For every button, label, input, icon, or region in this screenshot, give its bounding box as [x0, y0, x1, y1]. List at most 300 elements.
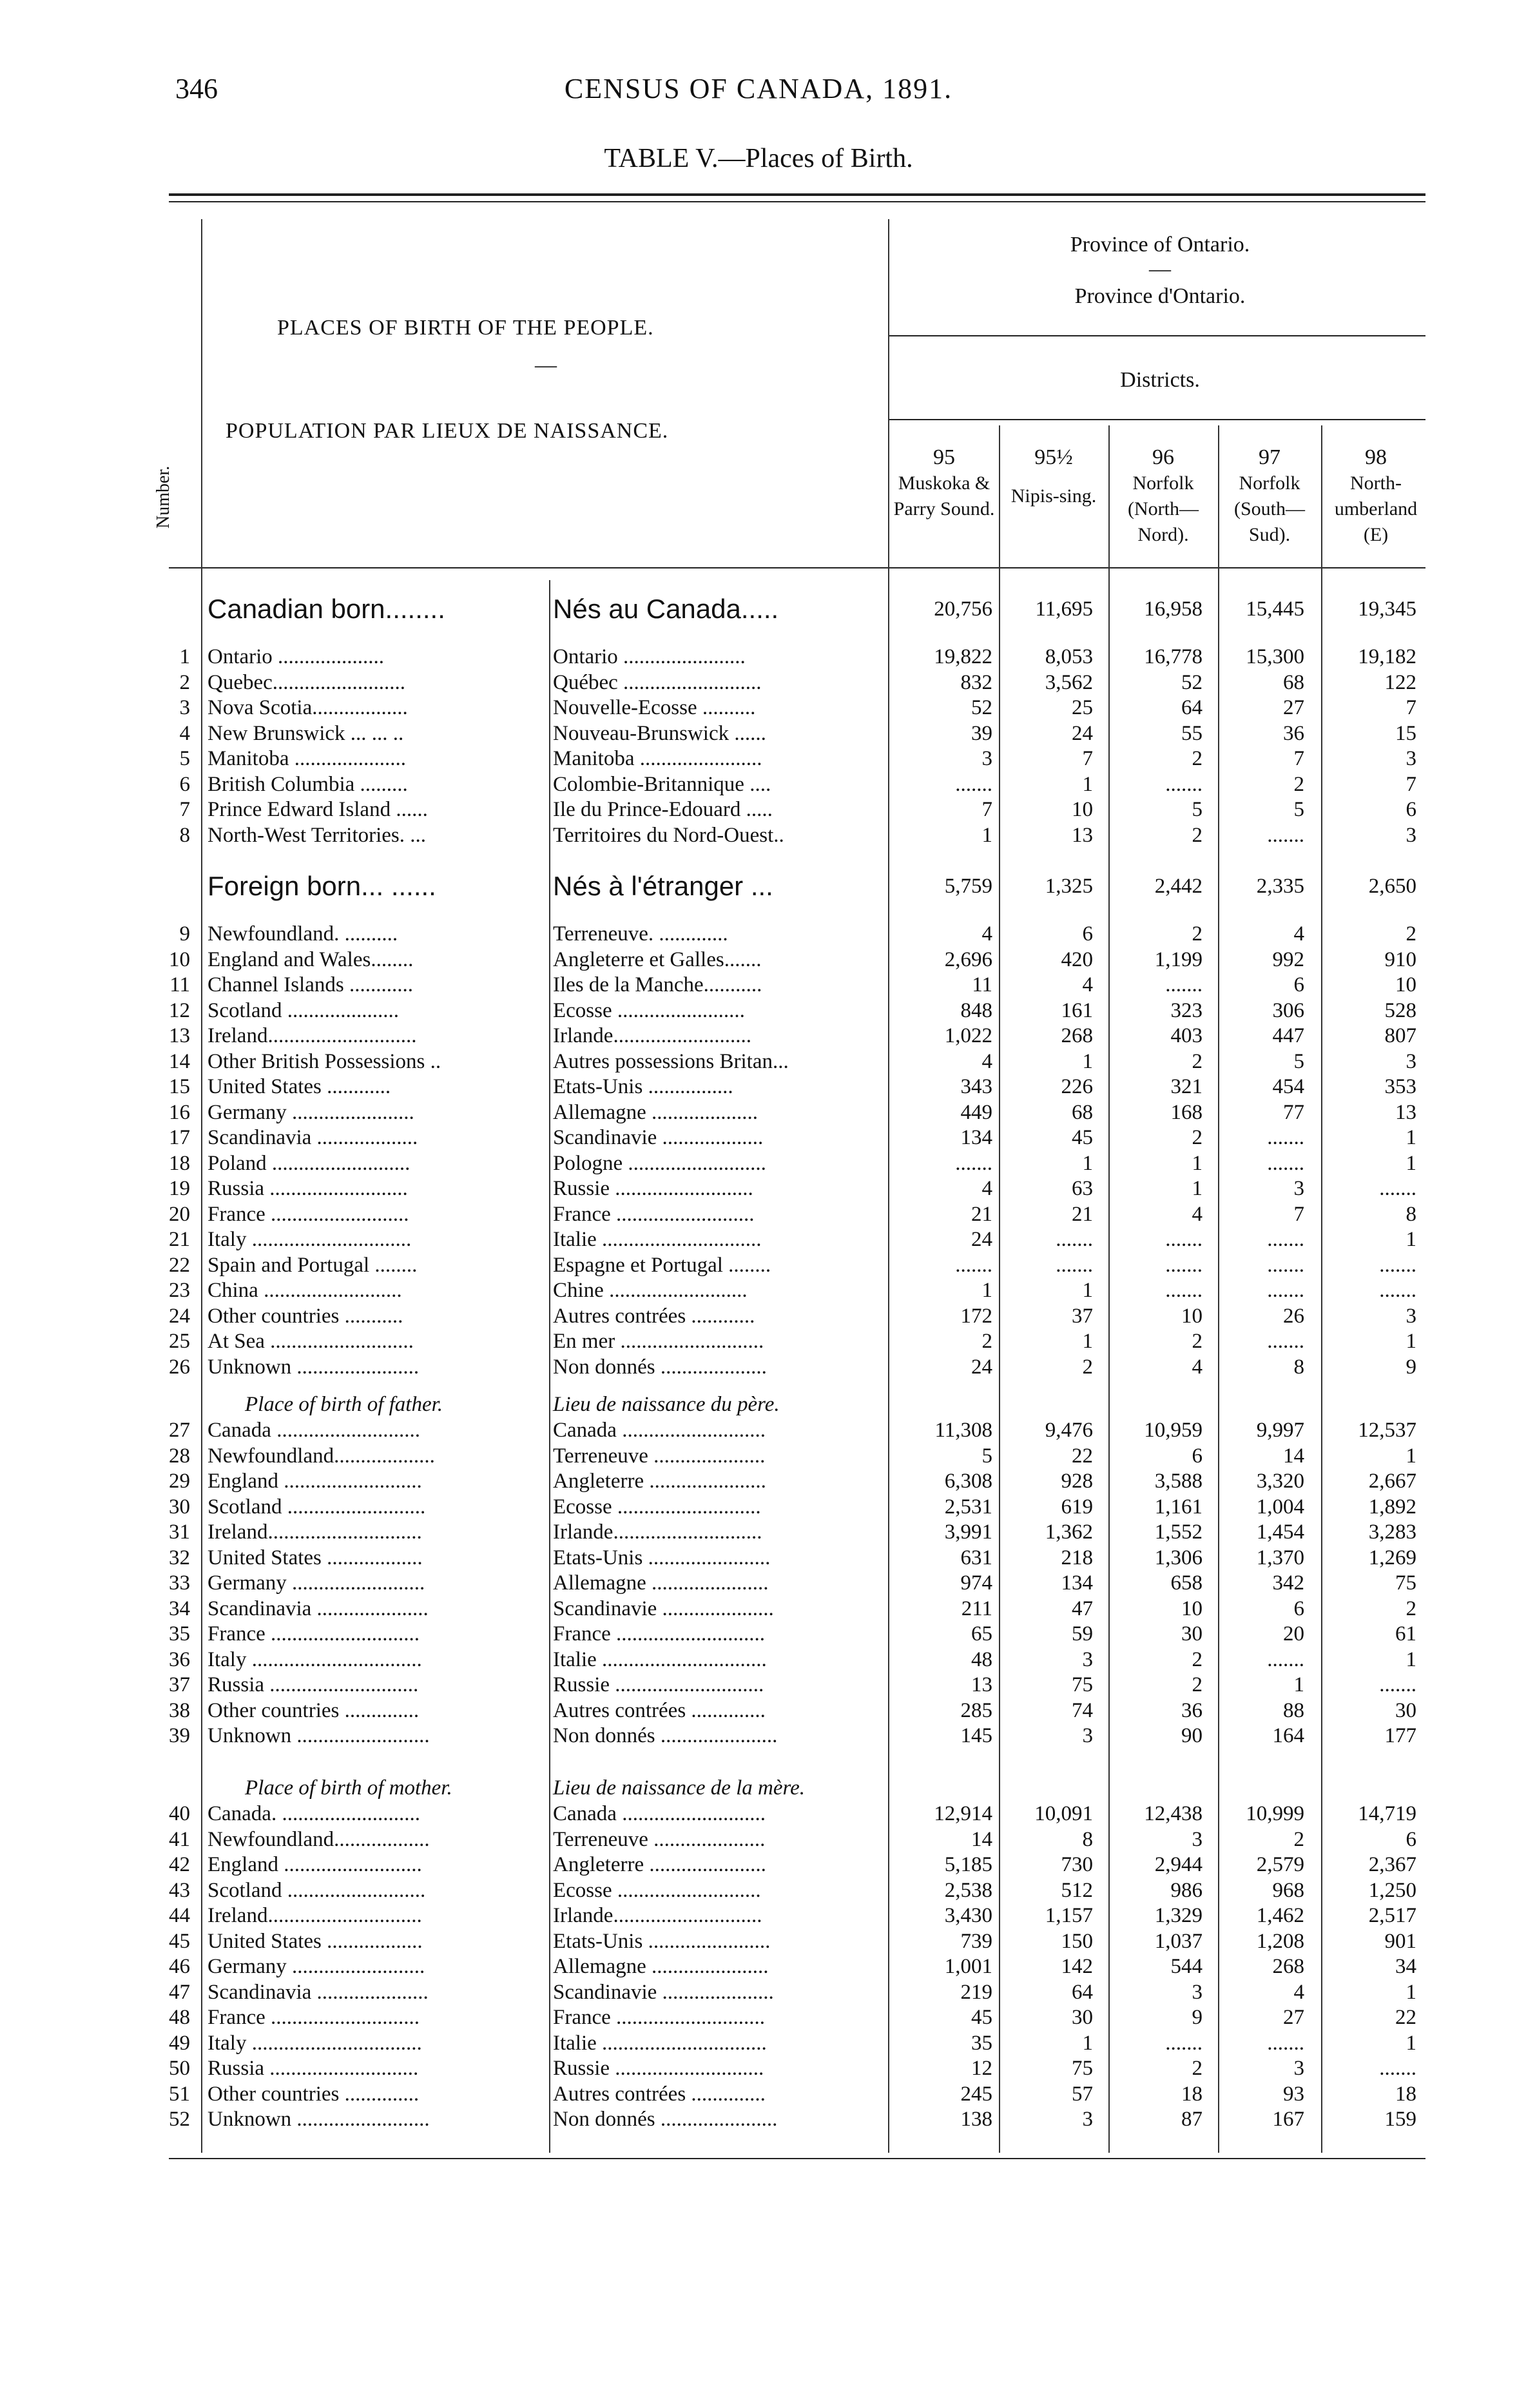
row-number: 22 — [169, 1253, 190, 1277]
row-label-en: United States .................. — [208, 1929, 423, 1953]
header-dash: — — [535, 353, 557, 377]
cell-value: 177 — [1384, 1724, 1416, 1747]
row-label-en: Scandinavia ................... — [208, 1126, 418, 1149]
cell-value: 544 — [1170, 1955, 1203, 1978]
cell-value: 11 — [972, 973, 992, 996]
cell-value: 1,199 — [1154, 947, 1203, 971]
row-label-en: Italy ................................ — [208, 1647, 422, 1671]
row-label-en: New Brunswick ... ... .. — [208, 721, 404, 745]
row-number: 9 — [179, 922, 190, 946]
header-places-en: PLACES OF BIRTH OF THE PEOPLE. — [277, 316, 654, 340]
cell-value: 447 — [1272, 1024, 1304, 1047]
table-row — [0, 1100, 1517, 1125]
row-label-en: France ............................ — [208, 1622, 420, 1646]
cell-value: 3 — [1082, 1724, 1093, 1747]
row-number: 8 — [179, 823, 190, 847]
table-row — [0, 1227, 1517, 1252]
cell-value: 7 — [981, 798, 992, 821]
cell-value: 8,053 — [1045, 645, 1093, 668]
row-label-en: Scandinavia ..................... — [208, 1980, 429, 2004]
cell-value: 739 — [960, 1929, 992, 1953]
row-number: 21 — [169, 1228, 190, 1251]
cell-value: 928 — [1061, 1470, 1093, 1493]
cell-value: 3 — [981, 747, 992, 770]
row-label-en: British Columbia ......... — [208, 772, 408, 796]
row-label-fr: Canada ........................... — [553, 1802, 766, 1825]
row-number: 36 — [169, 1647, 190, 1671]
cell-value: 1,157 — [1045, 1904, 1093, 1927]
cell-value: 454 — [1272, 1075, 1304, 1098]
cell-value: 9,997 — [1256, 1419, 1304, 1442]
cell-value: 16,778 — [1144, 645, 1203, 668]
row-label-en: Russia ............................ — [208, 1673, 419, 1696]
cell-value: 1,362 — [1045, 1520, 1093, 1544]
row-label-en: Ireland............................. — [208, 1904, 422, 1927]
cell-value: ....... — [1379, 1253, 1416, 1277]
row-label-en: Germany ......................... — [208, 1571, 425, 1595]
value: 2,442 — [1154, 875, 1203, 898]
row-number: 34 — [169, 1597, 190, 1620]
cell-value: 1,462 — [1256, 1904, 1304, 1927]
row-number: 45 — [169, 1929, 190, 1953]
cell-value: 30 — [1181, 1622, 1203, 1646]
cell-value: 3 — [1293, 2057, 1304, 2080]
table-row — [0, 1202, 1517, 1227]
cell-value: 1 — [1082, 2031, 1093, 2055]
row-number: 37 — [169, 1673, 190, 1696]
row-number: 42 — [169, 1853, 190, 1876]
cell-value: 88 — [1283, 1698, 1304, 1722]
cell-value: 5 — [981, 1444, 992, 1468]
cell-value: 12,914 — [934, 1802, 992, 1825]
table-row — [0, 721, 1517, 746]
cell-value: 13 — [1072, 823, 1093, 847]
table-row — [0, 2082, 1517, 2107]
table-row — [0, 2031, 1517, 2056]
row-label-fr: Non donnés ...................... — [553, 2108, 778, 2131]
cell-value: 122 — [1384, 670, 1416, 694]
cell-value: 12,537 — [1358, 1419, 1416, 1442]
cell-value: 1 — [1192, 1151, 1203, 1175]
cell-value: 3 — [1406, 1049, 1416, 1073]
row-number: 28 — [169, 1444, 190, 1468]
cell-value: 219 — [960, 1980, 992, 2004]
province-dash: — — [1149, 257, 1171, 281]
top-rule — [169, 193, 1425, 196]
row-label-fr: Canada ........................... — [553, 1419, 766, 1442]
cell-value: 1 — [1082, 1279, 1093, 1302]
cell-value: ....... — [1379, 1177, 1416, 1200]
row-number: 2 — [179, 670, 190, 694]
cell-value: 245 — [960, 2082, 992, 2106]
row-label-fr: Chine .......................... — [553, 1279, 748, 1302]
cell-value: 142 — [1061, 1955, 1093, 1978]
row-label-en: Other countries .............. — [208, 2082, 420, 2106]
cell-value: 167 — [1272, 2108, 1304, 2131]
row-label-fr: Nouveau-Brunswick ...... — [553, 721, 766, 745]
cell-value: 1 — [1082, 1049, 1093, 1073]
table-row — [0, 1355, 1517, 1380]
cell-value: 3 — [1192, 1827, 1203, 1851]
cell-value: 1 — [1192, 1177, 1203, 1200]
row-label-en: Canada. .......................... — [208, 1802, 420, 1825]
cell-value: 10 — [1181, 1304, 1203, 1328]
cell-value: 75 — [1072, 2057, 1093, 2080]
page-title: CENSUS OF CANADA, 1891. — [564, 73, 953, 104]
col-95-num: 95 — [933, 445, 955, 469]
cell-value: 12,438 — [1144, 1802, 1203, 1825]
row-label-fr: Etats-Unis ....................... — [553, 1546, 771, 1569]
cell-value: 6 — [1293, 1597, 1304, 1620]
cell-value: 3 — [1192, 1980, 1203, 2004]
table-row — [0, 823, 1517, 848]
row-label-en: Unknown ....................... — [208, 1355, 420, 1379]
cell-value: 8 — [1406, 1202, 1416, 1226]
cell-value: 268 — [1272, 1955, 1304, 1978]
table-row — [0, 1903, 1517, 1928]
cell-value: 12 — [971, 2057, 992, 2080]
row-number: 6 — [179, 772, 190, 796]
section-label-fr: Nés à l'étranger ... — [553, 871, 773, 901]
cell-value: 11,308 — [934, 1419, 992, 1442]
value: 2,335 — [1256, 875, 1304, 898]
value: 5,759 — [944, 875, 992, 898]
table-row — [0, 1024, 1517, 1049]
row-number: 3 — [179, 696, 190, 719]
cell-value: 45 — [971, 2006, 992, 2029]
cell-value: 2,579 — [1256, 1853, 1304, 1876]
table-row — [0, 2005, 1517, 2030]
row-number: 12 — [169, 998, 190, 1022]
row-label-fr: Italie ............................... — [553, 2031, 767, 2055]
cell-value: 27 — [1283, 696, 1304, 719]
row-label-en: Manitoba ..................... — [208, 747, 406, 770]
cell-value: 2 — [1192, 2057, 1203, 2080]
cell-value: 168 — [1170, 1100, 1203, 1124]
cell-value: 1 — [1406, 1980, 1416, 2004]
cell-value: 36 — [1283, 721, 1304, 745]
cell-value: ....... — [1267, 1126, 1304, 1149]
table-row — [0, 746, 1517, 772]
table-title: TABLE V.—Places of Birth. — [604, 144, 913, 173]
cell-value: 3 — [1406, 1304, 1416, 1328]
cell-value: 93 — [1283, 2082, 1304, 2106]
cell-value: 90 — [1181, 1724, 1203, 1747]
cell-value: ....... — [1165, 1279, 1203, 1302]
value: 2,650 — [1368, 875, 1416, 898]
row-label-fr: Russie .......................... — [553, 1177, 753, 1200]
row-label-fr: Scandinavie ..................... — [553, 1597, 774, 1620]
table-row — [0, 1253, 1517, 1278]
cell-value: 9 — [1192, 2006, 1203, 2029]
cell-value: 512 — [1061, 1878, 1093, 1902]
row-label-fr: Italie ............................... — [553, 1647, 767, 1671]
table-row — [0, 645, 1517, 670]
cell-value: 5 — [1293, 1049, 1304, 1073]
row-label-en: Newfoundland................... — [208, 1444, 435, 1468]
table-row — [0, 1597, 1517, 1622]
row-label-en: United States .................. — [208, 1546, 423, 1569]
table-row — [0, 1329, 1517, 1354]
table-row — [0, 1418, 1517, 1443]
cell-value: ....... — [1267, 2031, 1304, 2055]
cell-value: 14,719 — [1358, 1802, 1416, 1825]
row-number: 5 — [179, 747, 190, 770]
cell-value: 10 — [1395, 973, 1416, 996]
row-label-en: Scotland ..................... — [208, 998, 399, 1022]
row-label-fr: Terreneuve ..................... — [553, 1827, 766, 1851]
cell-value: 25 — [1072, 696, 1093, 719]
cell-value: ....... — [1267, 1151, 1304, 1175]
cell-value: 730 — [1061, 1853, 1093, 1876]
section-label-fr: Lieu de naissance du père. — [553, 1393, 780, 1416]
table-row — [0, 1176, 1517, 1201]
cell-value: 3,991 — [944, 1520, 992, 1544]
row-number: 48 — [169, 2006, 190, 2029]
cell-value: 2 — [1406, 1597, 1416, 1620]
row-label-en: Scandinavia ..................... — [208, 1597, 429, 1620]
table-row — [0, 670, 1517, 695]
row-number: 35 — [169, 1622, 190, 1646]
row-label-en: Germany ....................... — [208, 1100, 414, 1124]
row-number: 39 — [169, 1724, 190, 1747]
cell-value: 21 — [971, 1202, 992, 1226]
cell-value: 218 — [1061, 1546, 1093, 1569]
table-row — [0, 1571, 1517, 1596]
row-label-fr: Terreneuve. ............. — [553, 922, 728, 946]
cell-value: 30 — [1072, 2006, 1093, 2029]
row-label-fr: Ecosse ........................... — [553, 1878, 761, 1902]
row-label-en: Ireland............................ — [208, 1024, 417, 1047]
row-number: 31 — [169, 1520, 190, 1544]
row-number: 52 — [169, 2108, 190, 2131]
cell-value: ....... — [1165, 973, 1203, 996]
col-97-num: 97 — [1259, 445, 1280, 469]
row-label-fr: Pologne .......................... — [553, 1151, 766, 1175]
row-number: 27 — [169, 1419, 190, 1442]
cell-value: 150 — [1061, 1929, 1093, 1953]
table-row — [0, 1622, 1517, 1647]
cell-value: 138 — [960, 2108, 992, 2131]
cell-value: 658 — [1170, 1571, 1203, 1595]
cell-value: 2 — [1192, 1330, 1203, 1353]
cell-value: 68 — [1072, 1100, 1093, 1124]
cell-value: 10 — [1181, 1597, 1203, 1620]
header-bottom-rule — [169, 567, 1425, 568]
col-96-num: 96 — [1152, 445, 1174, 469]
cell-value: 7 — [1406, 696, 1416, 719]
cell-value: 9,476 — [1045, 1419, 1093, 1442]
cell-value: 64 — [1072, 1980, 1093, 2004]
cell-value: 134 — [960, 1126, 992, 1149]
cell-value: 2 — [1192, 823, 1203, 847]
cell-value: 35 — [971, 2031, 992, 2055]
row-label-fr: France ............................ — [553, 1622, 766, 1646]
cell-value: 5 — [1293, 798, 1304, 821]
table-row — [0, 2056, 1517, 2081]
cell-value: 1 — [1082, 772, 1093, 796]
header-places-fr: POPULATION PAR LIEUX DE NAISSANCE. — [226, 419, 669, 443]
row-number: 33 — [169, 1571, 190, 1595]
section-label-fr: Nés au Canada..... — [553, 594, 779, 624]
cell-value: 1,370 — [1256, 1546, 1304, 1569]
section-canadian-born — [0, 593, 1517, 625]
cell-value: 24 — [971, 1228, 992, 1251]
cell-value: 1 — [1406, 1647, 1416, 1671]
cell-value: ....... — [1267, 1330, 1304, 1353]
row-label-fr: Terreneuve ..................... — [553, 1444, 766, 1468]
table-row — [0, 1980, 1517, 2005]
cell-value: 39 — [971, 721, 992, 745]
cell-value: 6 — [1406, 798, 1416, 821]
cell-value: 1,022 — [944, 1024, 992, 1047]
cell-value: 986 — [1170, 1878, 1203, 1902]
row-number: 23 — [169, 1279, 190, 1302]
cell-value: 1 — [1406, 1151, 1416, 1175]
table-row — [0, 1827, 1517, 1852]
number-label: Number. — [153, 465, 173, 529]
cell-value: 52 — [971, 696, 992, 719]
table-row — [0, 947, 1517, 973]
cell-value: 2 — [1406, 922, 1416, 946]
section-foreign-born — [0, 870, 1517, 902]
row-label-en: Ontario .................... — [208, 645, 385, 668]
table-row — [0, 1151, 1517, 1176]
value: 15,445 — [1246, 597, 1304, 621]
cell-value: 68 — [1283, 670, 1304, 694]
col-98-num: 98 — [1365, 445, 1387, 469]
row-label-fr: Russie ............................ — [553, 1673, 764, 1696]
row-label-en: Italy ................................ — [208, 2031, 422, 2055]
cell-value: 403 — [1170, 1024, 1203, 1047]
cell-value: ....... — [1267, 1228, 1304, 1251]
table-row — [0, 1495, 1517, 1520]
table-row — [0, 1074, 1517, 1100]
row-number: 24 — [169, 1304, 190, 1328]
cell-value: 3,320 — [1256, 1470, 1304, 1493]
cell-value: 75 — [1072, 1673, 1093, 1696]
cell-value: 3 — [1406, 823, 1416, 847]
cell-value: 3 — [1293, 1177, 1304, 1200]
cell-value: 65 — [971, 1622, 992, 1646]
cell-value: 1 — [1082, 1330, 1093, 1353]
row-label-fr: Québec .......................... — [553, 670, 762, 694]
cell-value: 18 — [1395, 2082, 1416, 2106]
cell-value: 3,588 — [1154, 1470, 1203, 1493]
table-row — [0, 1698, 1517, 1723]
table-row — [0, 2107, 1517, 2132]
cell-value: 2 — [1192, 1647, 1203, 1671]
cell-value: 1,161 — [1154, 1495, 1203, 1519]
row-number: 44 — [169, 1904, 190, 1927]
row-number: 26 — [169, 1355, 190, 1379]
row-label-fr: Etats-Unis ................ — [553, 1075, 733, 1098]
table-row — [0, 1647, 1517, 1673]
row-label-en: Germany ......................... — [208, 1955, 425, 1978]
row-number: 32 — [169, 1546, 190, 1569]
col-96-name: Norfolk (North—Nord). — [1128, 472, 1199, 545]
cell-value: 10,959 — [1144, 1419, 1203, 1442]
cell-value: 4 — [1192, 1355, 1203, 1379]
cell-value: 2,531 — [944, 1495, 992, 1519]
cell-value: 285 — [960, 1698, 992, 1722]
cell-value: 631 — [960, 1546, 992, 1569]
cell-value: 1 — [1406, 2031, 1416, 2055]
row-label-fr: Irlande............................ — [553, 1904, 762, 1927]
value: 20,756 — [934, 597, 992, 621]
cell-value: 13 — [1395, 1100, 1416, 1124]
cell-value: 2 — [1192, 747, 1203, 770]
row-label-en: Scotland .......................... — [208, 1878, 426, 1902]
section-father — [0, 1392, 1517, 1417]
cell-value: 134 — [1061, 1571, 1093, 1595]
row-label-en: Unknown ......................... — [208, 2108, 430, 2131]
value: 16,958 — [1144, 597, 1203, 621]
cell-value: 6 — [1406, 1827, 1416, 1851]
cell-value: ....... — [1165, 1228, 1203, 1251]
cell-value: 1,306 — [1154, 1546, 1203, 1569]
districts-rule — [889, 419, 1425, 420]
cell-value: 1 — [981, 1279, 992, 1302]
cell-value: 2 — [1192, 1673, 1203, 1696]
cell-value: 2,667 — [1368, 1470, 1416, 1493]
row-label-fr: Irlande............................ — [553, 1520, 762, 1544]
cell-value: ....... — [1056, 1253, 1093, 1277]
cell-value: 974 — [960, 1571, 992, 1595]
cell-value: 24 — [971, 1355, 992, 1379]
row-number: 14 — [169, 1049, 190, 1073]
cell-value: 2 — [1293, 1827, 1304, 1851]
cell-value: 64 — [1181, 696, 1203, 719]
cell-value: 48 — [971, 1647, 992, 1671]
cell-value: 1,004 — [1256, 1495, 1304, 1519]
row-label-en: England and Wales........ — [208, 947, 414, 971]
cell-value: ....... — [1267, 1253, 1304, 1277]
cell-value: 342 — [1272, 1571, 1304, 1595]
cell-value: 1,001 — [944, 1955, 992, 1978]
cell-value: 4 — [981, 1177, 992, 1200]
cell-value: 52 — [1181, 670, 1203, 694]
row-label-fr: Non donnés .................... — [553, 1355, 767, 1379]
cell-value: ....... — [1379, 1673, 1416, 1696]
row-label-fr: Territoires du Nord-Ouest.. — [553, 823, 784, 847]
row-label-en: Quebec......................... — [208, 670, 406, 694]
cell-value: 5 — [1192, 798, 1203, 821]
cell-value: 2,944 — [1154, 1853, 1203, 1876]
cell-value: 2,696 — [944, 947, 992, 971]
province-rule — [889, 335, 1425, 336]
section-label-en: Place of birth of mother. — [245, 1776, 452, 1800]
row-label-en: Channel Islands ............ — [208, 973, 413, 996]
row-number: 19 — [169, 1177, 190, 1200]
cell-value: 6 — [1082, 922, 1093, 946]
row-label-en: England .......................... — [208, 1853, 422, 1876]
cell-value: 63 — [1072, 1177, 1093, 1200]
table-row — [0, 1878, 1517, 1903]
cell-value: 1,269 — [1368, 1546, 1416, 1569]
cell-value: 449 — [960, 1100, 992, 1124]
cell-value: 3 — [1082, 1647, 1093, 1671]
row-label-fr: Ile du Prince-Edouard ..... — [553, 798, 773, 821]
row-label-en: Italy .............................. — [208, 1228, 412, 1251]
cell-value: 37 — [1072, 1304, 1093, 1328]
table-row — [0, 1304, 1517, 1329]
cell-value: 8 — [1293, 1355, 1304, 1379]
cell-value: 832 — [960, 670, 992, 694]
row-number: 50 — [169, 2057, 190, 2080]
row-number: 7 — [179, 798, 190, 821]
cell-value: 8 — [1082, 1827, 1093, 1851]
